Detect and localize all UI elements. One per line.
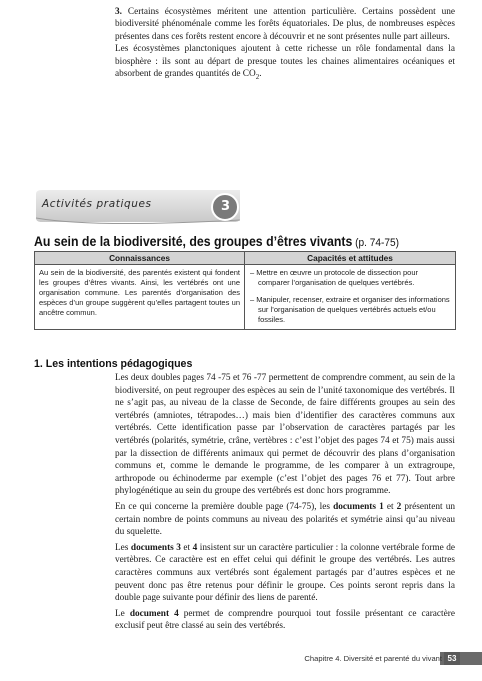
table-header-row	[35, 252, 456, 265]
intro-text	[115, 6, 455, 83]
chapter-label: Chapitre 4. Diversité et parenté du vivant	[304, 654, 442, 663]
banner-label: Activités pratiques	[42, 198, 152, 210]
intro-paragraph-1: 3. Certains écosystèmes méritent une attention particulière. Certains possèdent une biodiversité phénoménale comme les forêts équatoriales. De plus, de nombreuses espèces présentes dans ces forêts restent encore à découvrir et ne sont présentes nulle part ailleurs.	[115, 7, 455, 42]
page-footer	[0, 652, 482, 666]
body-text	[115, 372, 455, 636]
subheading: 1. Les intentions pédagogiques	[34, 358, 193, 370]
banner-number: 3	[221, 199, 231, 214]
section-pages: (p. 74-75)	[352, 237, 400, 249]
skills-cell	[245, 265, 456, 330]
body-paragraph-2: En ce qui concerne la première double page (74-75), les documents 1 et 2 présentent un certain nombre de points communs au niveau des polarités et symétrie ainsi qu’au niveau du squelette.	[115, 501, 455, 538]
skill-item: – Mettre en œuvre un protocole de dissection pour comparer l’organisation de quelques vertébrés.	[250, 268, 419, 287]
section-title: Au sein de la biodiversité, des groupes d’êtres vivants (p. 74-75)	[34, 234, 400, 249]
header-capacites: Capacités et attitudes	[245, 252, 456, 265]
body-paragraph-4: Le document 4 permet de comprendre pourquoi tout fossile présentant ce caractère exclusif peut être classé au sein des vertébrés.	[115, 608, 455, 632]
program-table	[34, 251, 456, 330]
body-paragraph-1: Les deux doubles pages 74 -75 et 76 -77 permettent de comprendre comment, au sein de la biodiversité, on peut regrouper des espèces au sein de l’unité taxonomique des vertébrés. Il ne s’agit pas, au niveau de la classe de Seconde, de faire différents groupes au sein des vertébrés (amniotes, tétrapodes…) mais bien d’identifier des caractères communs aux vertébrés. Cette identification passe par l’observation de caractères partagés par les vertébrés (polarités, symétrie, crâne, vertèbres : c’est l’objet des pages 74 et 75) mais aussi par la dissection de différents animaux qui permet de découvrir des plans d’organisation communs et, comme le demande le programme, de les comparer à un extragroupe, arthropode ou échinoderme par exemple (c’est l’objet des pages 76 et 77). Tout arbre phylogénétique au sein du groupe des vertébrés est donc hors programme.	[115, 373, 455, 497]
header-connaissances: Connaissances	[35, 252, 245, 265]
skill-item: – Manipuler, recenser, extraire et organiser des informations sur l’organisation de quelques vertébrés actuels et/ou fossiles.	[250, 295, 450, 324]
table-row	[35, 265, 456, 330]
knowledge-cell: Au sein de la biodiversité, des parentés existent qui fondent les groupes d’êtres vivants. Ainsi, les vertébrés ont une organisation commune. Les parentés d’organisation des espèces d’un groupe suggèrent qu’elles partagent toutes un ancêtre commun.	[35, 265, 245, 330]
activites-pratiques-banner	[34, 188, 242, 230]
intro-paragraph-2: Les écosystèmes planctoniques ajoutent à cette richesse un rôle fondamental dans la biosphère : ils sont au départ de presque toutes les chaines alimentaires océaniques et absorbent de grandes quantités de $CO_2$.	[115, 44, 455, 81]
page-number: 53	[444, 652, 460, 665]
body-paragraph-3: Les documents 3 et 4 insistent sur un caractère particulier : la colonne vertébrale forme de vertèbres. Ce caractère est en effet celui qui définit le groupe des vertébrés. Les autres caractères communs aux vertébrés sont également partagés par d’autres espèces et ne peuvent donc pas être retenus pour définir le groupe. Ces points seront repris dans la double page suivante pour définir des liens de parenté.	[115, 542, 455, 604]
